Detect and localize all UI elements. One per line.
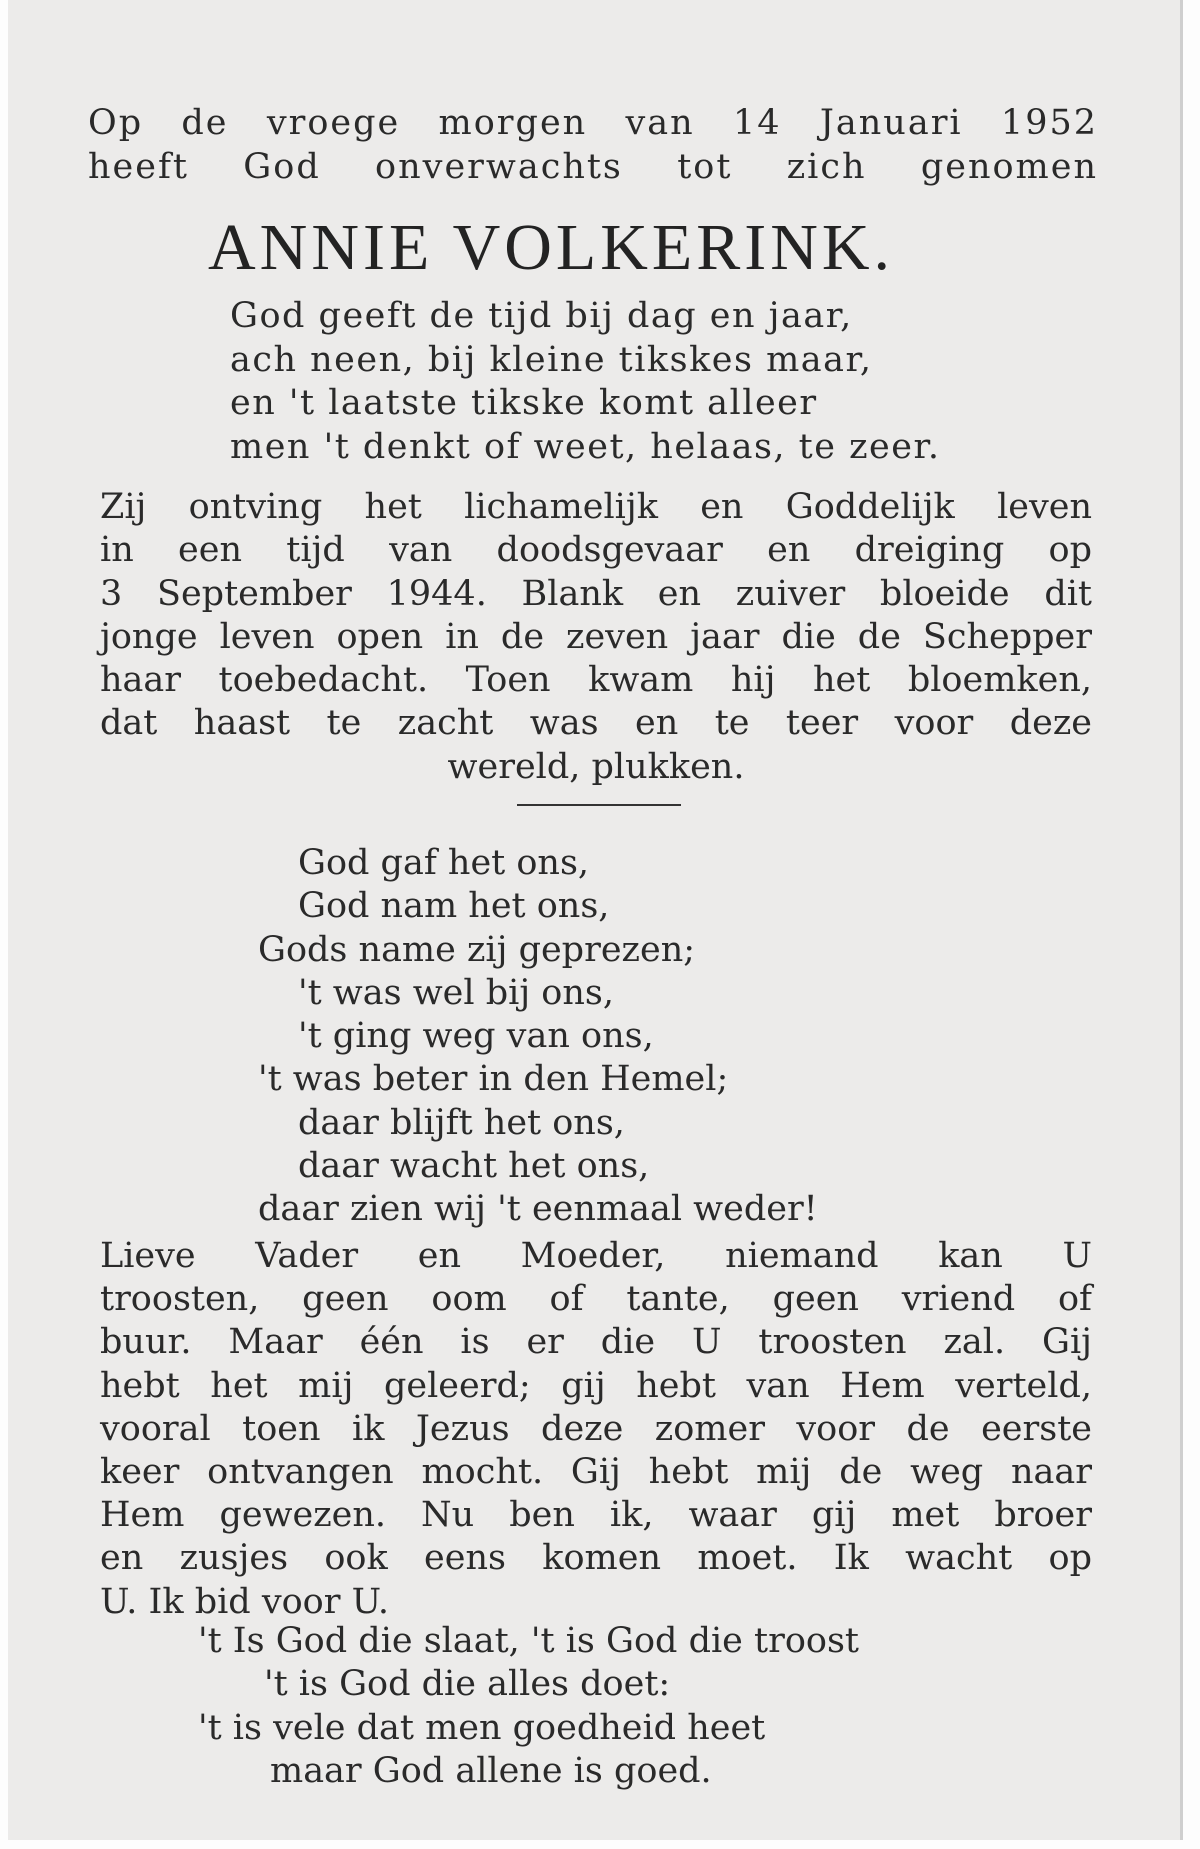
- closing-verse: [8, 1620, 1183, 1794]
- verse-line: God geeft de tijd bij dag en jaar,: [230, 296, 853, 336]
- letter-line: troosten, geen oom of tante, geen vriend of: [100, 1279, 1092, 1320]
- section-divider: [517, 804, 681, 806]
- poem-line: 't was wel bij ons,: [298, 972, 614, 1013]
- letter-line: en zusjes ook eens komen moet. Ik wacht op: [100, 1538, 1092, 1579]
- memorial-card: [8, 0, 1183, 1840]
- poem-line: daar wacht het ons,: [298, 1146, 650, 1187]
- verse-line: men 't denkt of weet, helaas, te zeer.: [230, 426, 941, 467]
- bio-line: 3 September 1944. Blank en zuiver bloeide dit: [100, 573, 1092, 614]
- letter-paragraph: [100, 1235, 1092, 1624]
- letter-line: vooral toen ik Jezus deze zomer voor de eerste: [100, 1408, 1092, 1449]
- poem-line: 't ging weg van ons,: [298, 1016, 654, 1057]
- poem-line: God nam het ons,: [298, 886, 610, 927]
- bio-line: dat haast te zacht was en te teer voor deze: [100, 703, 1092, 744]
- verse-line: en 't laatste tikske komt alleer: [230, 383, 818, 423]
- intro-line: heeft God onverwachts tot zich genomen: [88, 146, 1098, 187]
- closing-line: 't is God die alles doet:: [264, 1664, 671, 1705]
- letter-line: keer ontvangen mocht. Gij hebt mij de weg naar: [100, 1452, 1092, 1493]
- closing-line: 't is vele dat men goedheid heet: [198, 1707, 766, 1748]
- letter-line: hebt het mij geleerd; gij hebt van Hem verteld,: [100, 1365, 1092, 1406]
- deceased-name: ANNIE VOLKERINK.: [208, 211, 895, 284]
- poem-line: 't was beter in den Hemel;: [258, 1059, 729, 1100]
- letter-line: Lieve Vader en Moeder, niemand kan U: [100, 1236, 1092, 1276]
- bio-line: wereld, plukken.: [447, 746, 745, 787]
- poem-line: God gaf het ons,: [298, 843, 590, 883]
- bio-line: Zij ontving het lichamelijk en Goddelijk leven: [100, 487, 1092, 527]
- closing-line: maar God allene is goed.: [270, 1751, 712, 1792]
- verse-line: ach neen, bij kleine tikskes maar,: [230, 339, 873, 380]
- bio-line: jonge leven open in de zeven jaar die de Schepper: [100, 616, 1092, 657]
- bio-line: haar toebedacht. Toen kwam hij het bloemken,: [100, 660, 1092, 701]
- intro-paragraph: [88, 102, 1098, 189]
- letter-line: U. Ik bid voor U.: [100, 1581, 390, 1622]
- letter-line: Hem gewezen. Nu ben ik, waar gij met broer: [100, 1495, 1092, 1536]
- closing-line: 't Is God die slaat, 't is God die troost: [198, 1621, 859, 1661]
- bio-line: in een tijd van doodsgevaar en dreiging op: [100, 530, 1092, 571]
- intro-line: Op de vroege morgen van 14 Januari 1952: [88, 103, 1098, 143]
- letter-line: buur. Maar één is er die U troosten zal. Gij: [100, 1322, 1092, 1363]
- poem: [8, 842, 1183, 1232]
- poem-line: Gods name zij geprezen;: [258, 929, 696, 970]
- poem-line: daar blijft het ons,: [298, 1102, 625, 1143]
- biography-paragraph: [100, 486, 1092, 789]
- opening-verse: [230, 295, 940, 469]
- poem-line: daar zien wij 't eenmaal weder!: [258, 1189, 818, 1230]
